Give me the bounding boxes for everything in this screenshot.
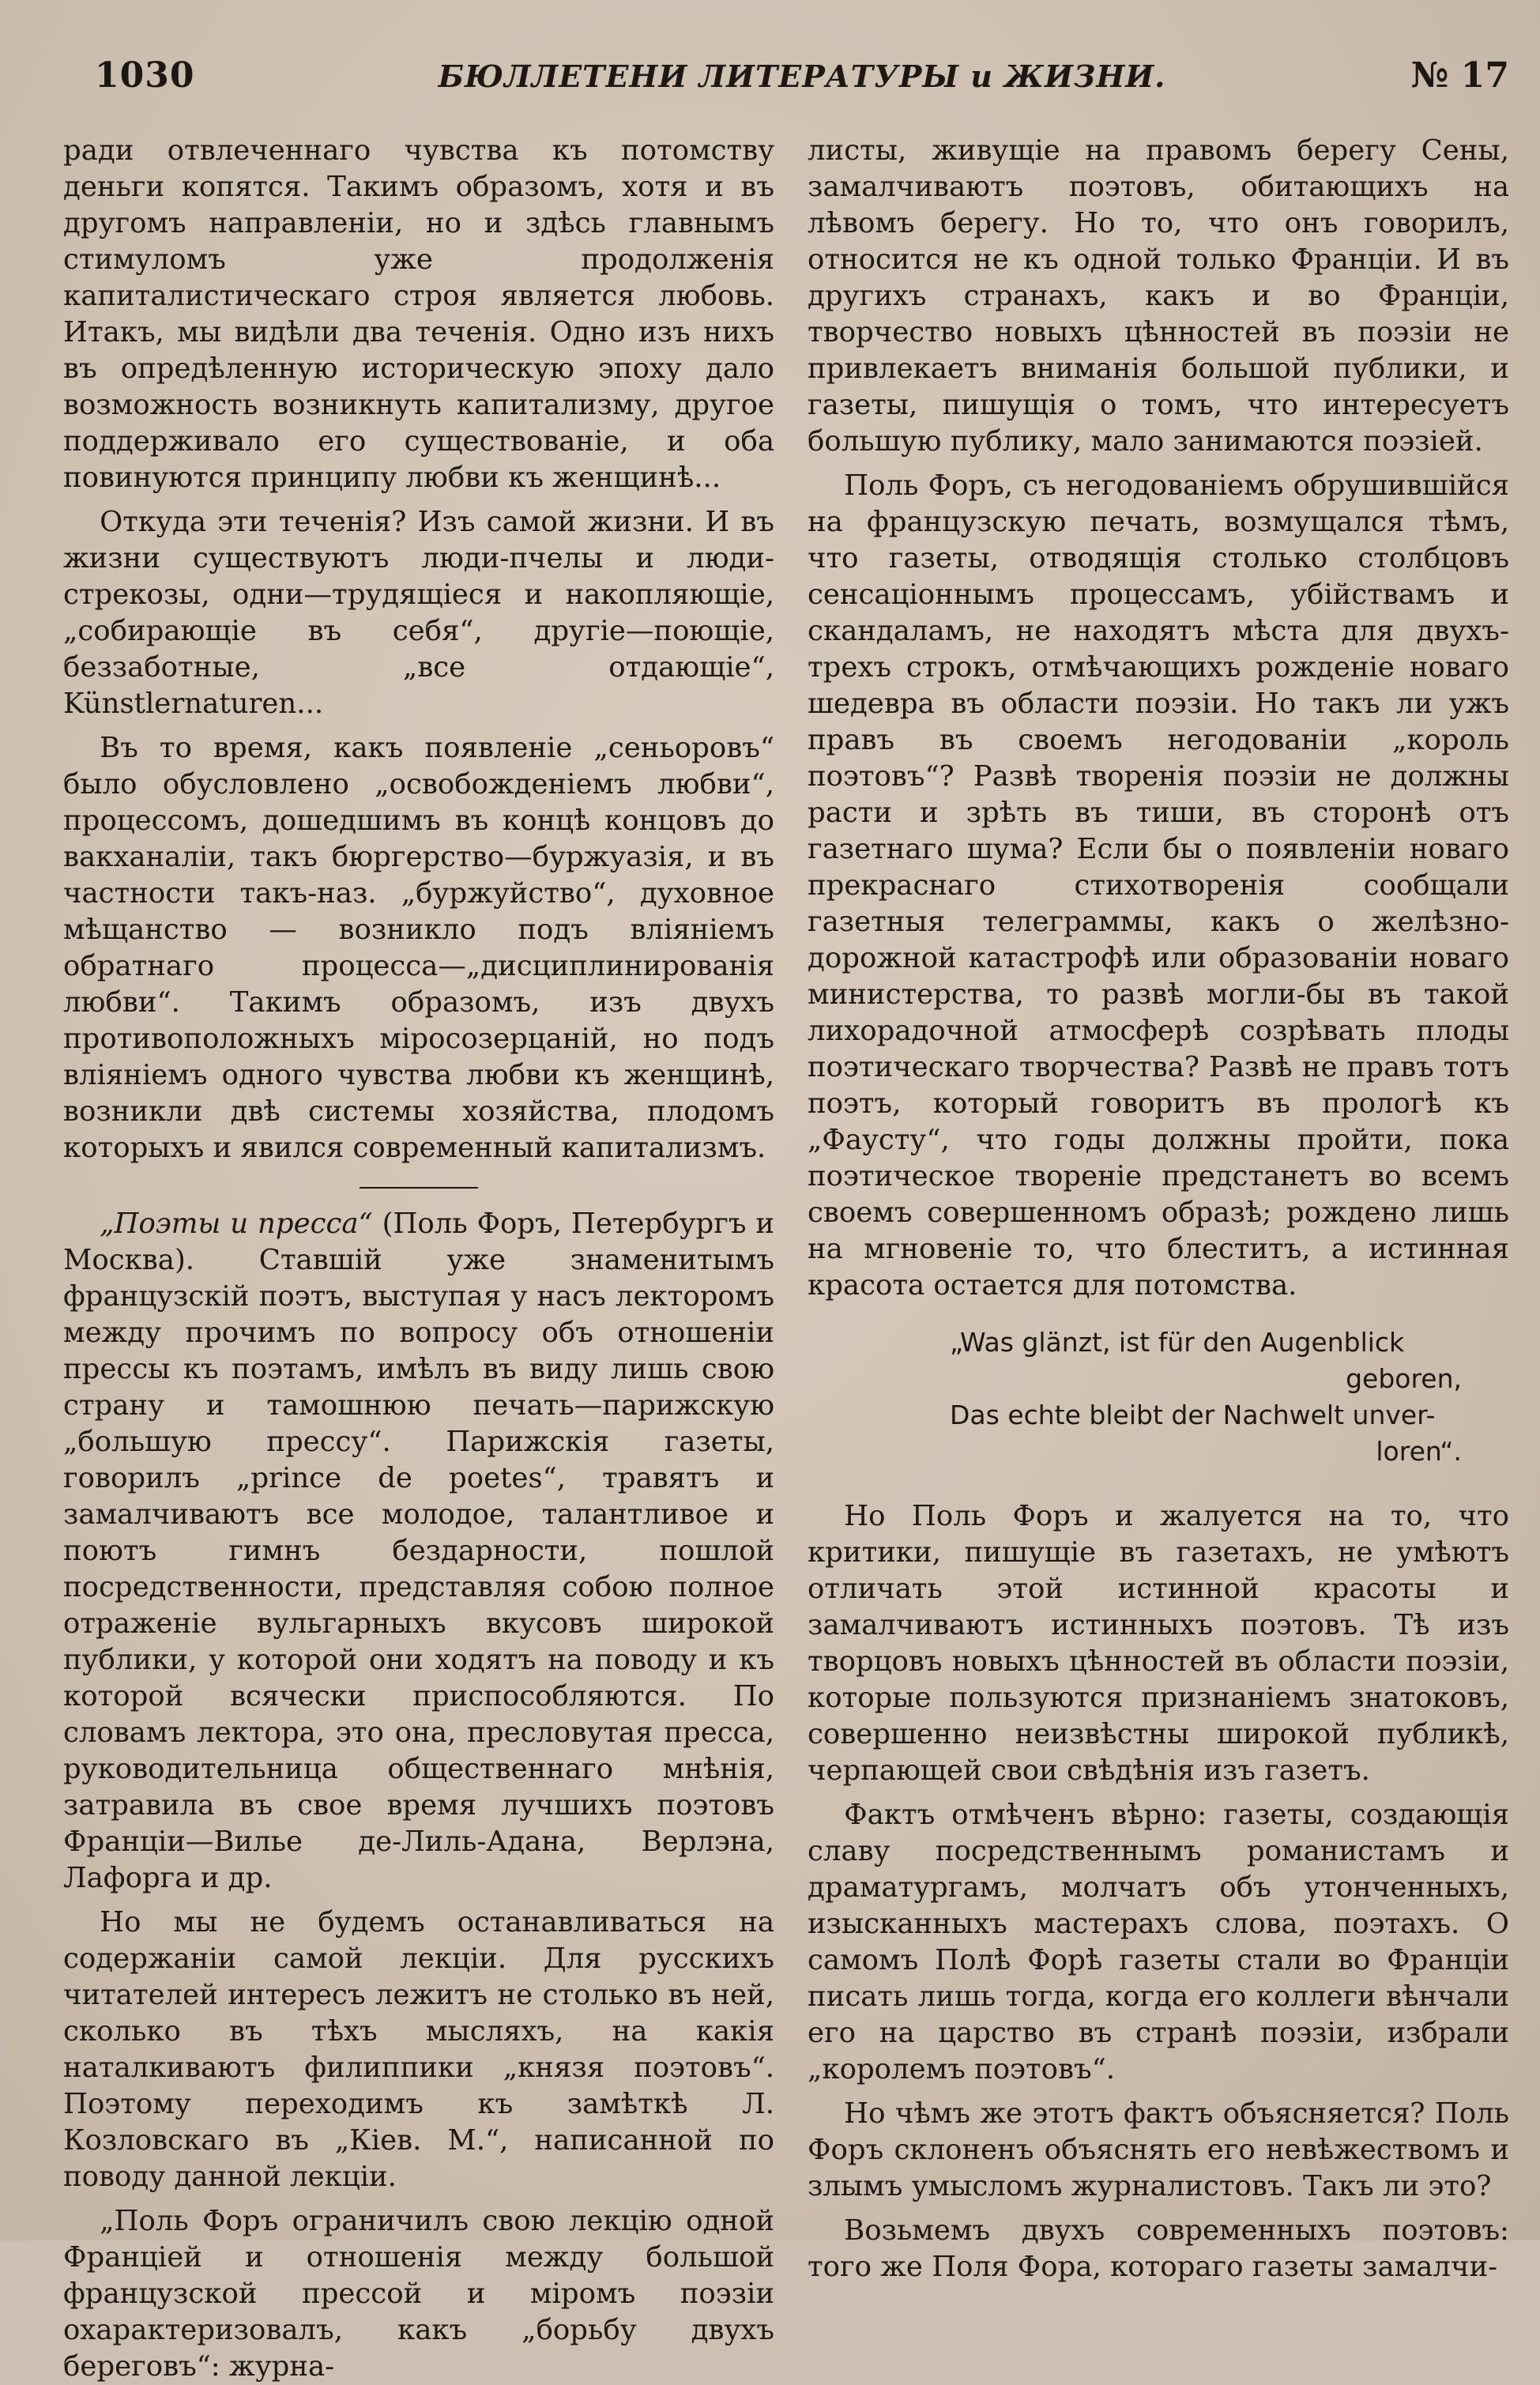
paragraph: Въ то время, какъ появленіе „сеньоровъ“ было обусловлено „освобожденіемъ любви“, процессомъ, дошедшимъ въ концѣ концовъ до вакханаліи, такъ бюргерство—буржуазія, и въ частности такъ-наз. „буржуйство“, духовное мѣщанство — возникло подъ вліяніемъ обратнаго процесса—„дисциплинированія любви“. Такимъ образомъ, изъ двухъ противоположныхъ міросозерцаній, но подъ вліяніемъ одного чувства любви къ женщинѣ, возникли двѣ системы хозяйства, плодомъ которыхъ и явился современный капитализмъ. bbox=[63, 732, 774, 1164]
paragraph: Откуда эти теченія? Изъ самой жизни. И въ жизни существуютъ люди-пчелы и люди-стрекозы, одни—трудящіеся и накопляющіе, „собирающіе въ себя“, другіе—поющіе, беззаботные, „все отдающіе“, Künstlernaturen... bbox=[63, 506, 774, 720]
article-title: „Поэты и пресса“ bbox=[100, 1208, 373, 1240]
quote-line: geboren, bbox=[1346, 1363, 1462, 1394]
paragraph: Поль Форъ, съ негодованіемъ обрушившійся на французскую печать, возмущался тѣмъ, что газеты, отводящія столько столбцовъ сенсаціоннымъ процессамъ, убійствамъ и скандаламъ, не находятъ мѣста для двухъ-трехъ строкъ, отмѣчающихъ рожденіе новаго шедевра въ области поэзіи. Но такъ ли ужъ правъ въ своемъ негодованіи „король поэтовъ“? Развѣ творенія поэзіи не должны расти и зрѣть въ тиши, въ сторонѣ отъ газетнаго шума? Если бы о появленіи новаго прекраснаго стихотворенія сообщали газетныя телеграммы, какъ о желѣзно-дорожной катастрофѣ или образованіи новаго министерства, то развѣ могли-бы въ такой лихорадочной атмосферѣ созрѣвать плоды поэтическаго творчества? Развѣ не правъ тотъ поэтъ, который говоритъ въ прологѣ къ „Фаусту“, что годы должны пройти, пока поэтическое твореніе предстанетъ во всемъ своемъ совершенномъ образѣ; рождено лишь на мгновеніе то, что блеститъ, а истинная красота остается для потомства. bbox=[808, 469, 1509, 1302]
goethe-quote bbox=[808, 1324, 1509, 1470]
issue-number: № 17 bbox=[1410, 55, 1509, 96]
paragraph: „Поль Форъ ограничилъ свою лекцію одной Франціей и отношенія между большой французской прессой и міромъ поэзіи охарактеризовалъ, какъ „борьбу двухъ береговъ“: журна- bbox=[63, 2205, 774, 2383]
paragraph: листы, живущіе на правомъ берегу Сены, замалчиваютъ поэтовъ, обитающихъ на лѣвомъ берегу. Но то, что онъ говорилъ, относится не къ одной только Франціи. И въ другихъ странахъ, какъ и во Франціи, творчество новыхъ цѣнностей въ поэзіи не привлекаетъ вниманія большой публики, и газеты, пишущія о томъ, что интересуетъ большую публику, мало занимаются поэзіей. bbox=[808, 134, 1509, 458]
paragraph: Но Поль Форъ и жалуется на то, что критики, пишущіе въ газетахъ, не умѣютъ отличать этой истинной красоты и замалчиваютъ истинныхъ поэтовъ. Тѣ изъ творцовъ новыхъ цѣнностей въ области поэзіи, которые пользуются признаніемъ знатоковъ, совершенно неизвѣстны широкой публикѣ, черпающей свои свѣдѣнія изъ газетъ. bbox=[808, 1500, 1509, 1787]
left-column bbox=[63, 133, 774, 2383]
page-number: 1030 bbox=[95, 55, 195, 96]
right-column bbox=[808, 133, 1509, 2283]
article-paragraph bbox=[63, 1206, 774, 1897]
running-header bbox=[95, 55, 1509, 103]
paragraph: ради отвлеченнаго чувства къ потомству деньги копятся. Такимъ образомъ, хотя и въ другомъ направленіи, но и здѣсь главнымъ стимуломъ уже продолженія капиталистическаго строя является любовь. Итакъ, мы видѣли два теченія. Одно изъ нихъ въ опредѣленную историческую эпоху дало возможность возникнуть капитализму, другое поддерживало его существованіе, и оба повинуются принципу любви къ женщинѣ... bbox=[63, 134, 774, 494]
quote-line: Das echte bleibt der Nachwelt unver- bbox=[950, 1400, 1436, 1430]
section-divider bbox=[360, 1187, 478, 1189]
paragraph: Но чѣмъ же этотъ фактъ объясняется? Поль Форъ склоненъ объяснять его невѣжествомъ и злымъ умысломъ журналистовъ. Такъ ли это? bbox=[808, 2097, 1509, 2202]
paragraph: Фактъ отмѣченъ вѣрно: газеты, создающія славу посредственнымъ романистамъ и драматургамъ, молчатъ объ утонченныхъ, изысканныхъ мастерахъ слова, поэтахъ. О самомъ Полѣ Форѣ газеты стали во Франціи писать лишь тогда, когда его коллеги вѣнчали его на царство въ странѣ поэзіи, избрали „королемъ поэтовъ“. bbox=[808, 1799, 1509, 2085]
article-text: (Поль Форъ, Петербургъ и Москва). Ставшій уже знаменитымъ французскій поэтъ, выступая у насъ лекторомъ между прочимъ по вопросу объ отношеніи прессы къ поэтамъ, имѣлъ въ виду лишь свою страну и тамошнюю печать—парижскую „большую прессу“. Парижскія газеты, говорилъ „prince de poetes“, травятъ и замалчиваютъ все молодое, талантливое и поютъ гимнъ бездарности, пошлой посредственности, представляя собою полное отраженіе вульгарныхъ вкусовъ широкой публики, у которой они ходятъ на поводу и къ которой всячески приспособляются. По словамъ лектора, это она, пресловутая пресса, руководительница общественнаго мнѣнія, затравила въ свое время лучшихъ поэтовъ Франціи—Вилье де-Лиль-Адана, Верлэна, Лафорга и др. bbox=[63, 1208, 774, 1894]
paragraph: Но мы не будемъ останавливаться на содержаніи самой лекціи. Для русскихъ читателей интересъ лежитъ не столько въ ней, сколько въ тѣхъ мысляхъ, на какія наталкиваютъ филиппики „князя поэтовъ“. Поэтому переходимъ къ замѣткѣ Л. Козловскаго въ „Кіев. М.“, написанной по поводу данной лекціи. bbox=[63, 1906, 774, 2193]
quote-line: loren“. bbox=[1376, 1436, 1462, 1467]
journal-title: БЮЛЛЕТЕНИ ЛИТЕРАТУРЫ и ЖИЗНИ. bbox=[438, 58, 1166, 94]
paragraph: Возьмемъ двухъ современныхъ поэтовъ: того же Поля Фора, котораго газеты замалчи- bbox=[808, 2214, 1509, 2283]
quote-line: „Was glänzt, ist für den Augenblick bbox=[950, 1327, 1405, 1358]
